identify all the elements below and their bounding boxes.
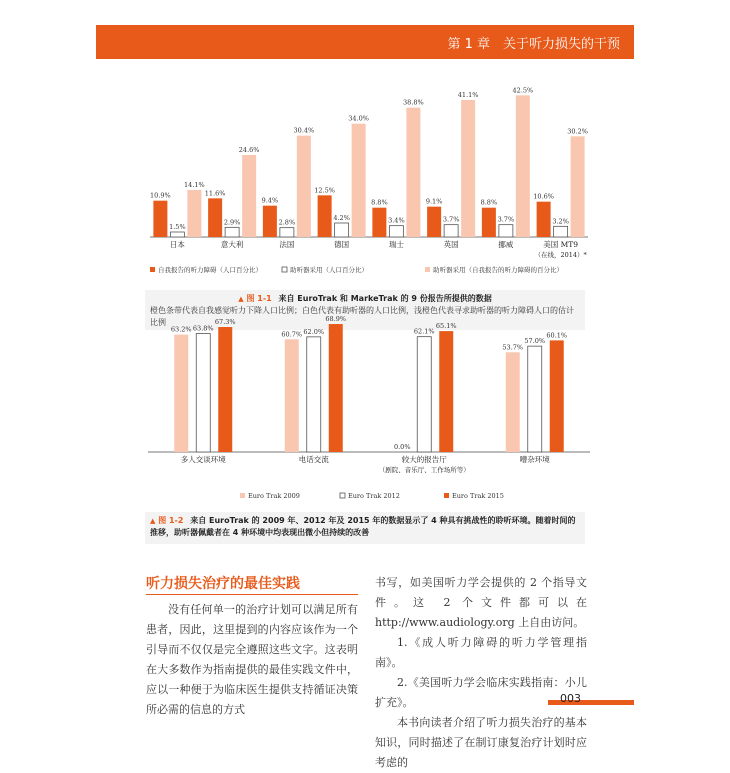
figure-2-legend-swatch <box>340 493 345 498</box>
figure-1-bar <box>352 124 366 237</box>
figure-1-data-label: 1.5% <box>169 223 186 231</box>
figure-1-category-label: 意大利 <box>220 240 244 249</box>
figure-1-bar <box>554 226 568 237</box>
figure-2-bar <box>196 334 210 452</box>
figure-1-bar <box>208 198 222 237</box>
figure-1-data-label: 2.9% <box>223 218 241 227</box>
figure-1-category-sublabel: （在线，2014）* <box>534 251 587 259</box>
figure-1-category-label: 法国 <box>279 240 295 249</box>
figure-2-bar <box>506 352 520 452</box>
figure-1-title: 来自 EuroTrak 和 MarkeTrak 的 9 份报告所提供的数据 <box>278 294 492 303</box>
figure-1-bar <box>225 227 239 237</box>
chapter-header-band <box>96 25 634 59</box>
figure-2-category-label: 多人交谈环境 <box>180 455 226 464</box>
figure-2-bar <box>528 346 542 452</box>
figure-2-bar <box>329 324 343 452</box>
figure-1-bar <box>427 207 441 237</box>
figure-1-data-label: 34.0% <box>348 114 369 123</box>
figure-1-legend-label: 助听器采用（人口百分比） <box>290 266 368 274</box>
figure-2-data-label: 68.9% <box>325 315 347 324</box>
figure-1-chart <box>0 70 730 288</box>
figure-2-data-label: 62.1% <box>413 327 435 336</box>
figure-2-data-label: 63.8% <box>192 324 214 333</box>
figure-1-bar <box>170 232 184 237</box>
figure-1-data-label: 10.6% <box>533 192 554 201</box>
figure-1-number: 图 1-1 <box>246 294 272 303</box>
figure-2-caption-title <box>150 515 580 539</box>
figure-1-category-label: 德国 <box>334 240 350 249</box>
figure-1-caption-title <box>150 293 580 305</box>
figure-1-bar <box>280 228 294 237</box>
figure-1-data-label: 41.1% <box>457 91 479 99</box>
figure-1-category-label: 美国 MT9 <box>543 240 579 249</box>
triangle-icon: ▲ <box>150 517 156 525</box>
figure-2-bar <box>218 327 232 452</box>
figure-1-bar <box>263 206 277 237</box>
figure-2-bar <box>417 337 431 452</box>
figure-1-bar <box>499 225 513 237</box>
figure-1-legend-label: 助听器采用（自我报告的听力障碍的百分比） <box>433 266 563 274</box>
figure-1-data-label: 9.4% <box>261 196 279 205</box>
figure-1-bar <box>482 208 496 237</box>
figure-1-bar <box>571 136 585 237</box>
figure-1-data-label: 4.2% <box>333 214 350 222</box>
figure-1-data-label: 38.8% <box>403 98 424 107</box>
figure-2-data-label: 63.2% <box>170 325 192 334</box>
figure-2-legend-label: Euro Trak 2012 <box>348 492 400 500</box>
figure-1-data-label: 9.1% <box>425 197 443 206</box>
body-paragraph: 书写，如美国听力学会提供的 2 个指导文件。这 2 个文件都可以在 http://www.audiology.org 上自由访问。 <box>375 576 587 629</box>
figure-1-data-label: 14.1% <box>184 181 205 189</box>
figure-1-data-label: 3.7% <box>442 215 460 224</box>
figure-2-data-label: 62.0% <box>303 327 325 336</box>
figure-2-data-label: 57.0% <box>524 337 546 346</box>
figure-2-data-label: 65.1% <box>435 322 457 331</box>
figure-1-data-label: 30.2% <box>567 127 588 136</box>
figure-2-bar <box>550 340 564 452</box>
figure-1-legend-swatch <box>150 267 155 272</box>
figure-1-data-label: 3.4% <box>388 216 405 225</box>
figure-1-bar <box>242 155 256 237</box>
figure-2-legend-swatch <box>444 493 449 498</box>
body-paragraph: 没有任何单一的治疗计划可以满足所有患者，因此，这里提到的内容应该作为一个引导而不仅仅是完全遵照这些文字。这表明在大多数作为指南提供的最佳实践文件中，应以一种便于为临床医生提供支持循证决策所必需的信息的方式 <box>146 603 358 716</box>
figure-1-bar <box>187 190 201 237</box>
figure-1-data-label: 3.2% <box>552 217 569 226</box>
figure-2-bar <box>285 339 299 452</box>
body-paragraph: 本书向读者介绍了听力损失治疗的基本知识，同时描述了在制订康复治疗计划时应考虑的 <box>375 716 587 769</box>
figure-2-data-label: 67.3% <box>214 318 236 327</box>
figure-1-category-label: 日本 <box>169 240 185 249</box>
figure-1-data-label: 2.8% <box>278 218 296 227</box>
figure-2-category-sublabel: （剧院、音乐厅、工作场所等） <box>378 466 470 474</box>
figure-1-bar <box>406 108 420 237</box>
body-text-right-column <box>375 573 587 773</box>
list-item: 2.《美国听力学会临床实践指南：小儿扩充》。 <box>375 676 587 709</box>
figure-2-bar <box>439 331 453 452</box>
section-heading: 听力损失治疗的最佳实践 <box>146 576 300 592</box>
section-heading-rule <box>146 594 358 595</box>
figure-1-bar <box>461 100 475 237</box>
figure-2-data-label: 60.7% <box>281 330 303 339</box>
figure-2-legend-swatch <box>240 493 245 498</box>
figure-1-data-label: 30.4% <box>293 126 315 135</box>
figure-2-data-label: 0.0% <box>393 443 411 451</box>
figure-1-legend-swatch <box>282 267 287 272</box>
figure-1-bar <box>318 195 332 237</box>
figure-1-data-label: 12.5% <box>314 186 335 195</box>
page-number: 003 <box>560 692 581 705</box>
figure-2-category-label: 电话交流 <box>298 455 329 464</box>
list-item: 1.《成人听力障碍的听力学管理指南》。 <box>375 636 587 669</box>
figure-2-category-label: 嘈杂环境 <box>519 455 550 464</box>
figure-1-category-label: 挪威 <box>498 240 514 249</box>
figure-2-number: 图 1-2 <box>158 516 184 525</box>
figure-2-title: 来自 EuroTrak 的 2009 年、2012 年及 2015 年的数据显示了 4 种具有挑战性的聆听环境。随着时间的推移，助听器佩戴者在 4 种环境中均表现出微小但持续的改善 <box>150 516 576 537</box>
figure-1-bar <box>297 136 311 237</box>
chapter-title: 第 1 章 关于听力损失的干预 <box>447 37 620 52</box>
figure-2-legend-label: Euro Trak 2015 <box>452 492 504 500</box>
figure-1-data-label: 11.6% <box>204 189 226 198</box>
figure-1-bar <box>372 208 386 237</box>
figure-2-data-label: 53.7% <box>502 343 524 352</box>
figure-2-bar <box>174 335 188 452</box>
body-text-left-column <box>146 600 358 720</box>
figure-1-bar <box>389 226 403 237</box>
figure-1-bar <box>516 95 530 237</box>
figure-2-caption <box>145 512 585 544</box>
figure-1-legend-label: 自我报告的听力障碍（人口百分比） <box>158 266 262 274</box>
triangle-icon: ▲ <box>238 295 244 303</box>
figure-1-data-label: 10.9% <box>150 191 171 200</box>
figure-1-data-label: 8.8% <box>371 198 388 207</box>
figure-1-data-label: 8.8% <box>480 198 498 207</box>
figure-1-data-label: 42.5% <box>512 86 534 95</box>
figure-1-bar <box>335 223 349 237</box>
figure-2-legend-label: Euro Trak 2009 <box>248 492 300 500</box>
figure-1-data-label: 24.6% <box>238 146 260 154</box>
figure-1-bar <box>444 225 458 237</box>
figure-1-legend-swatch <box>425 267 430 272</box>
figure-1-description: 橙色条带代表自我感觉听力下降人口比例；白色代表有助听器的人口比例，浅橙色代表寻求助听器的听力障碍人口的估计比例 <box>150 306 574 327</box>
figure-1-category-label: 瑞士 <box>388 240 404 249</box>
figure-1-bar <box>153 201 167 237</box>
figure-2-data-label: 60.1% <box>546 331 568 340</box>
figure-2-category-label: 较大的报告厅 <box>401 455 447 464</box>
figure-1-bar <box>537 202 551 237</box>
figure-1-data-label: 3.7% <box>497 215 515 224</box>
figure-2-bar <box>307 337 321 452</box>
figure-1-category-label: 英国 <box>443 240 459 249</box>
